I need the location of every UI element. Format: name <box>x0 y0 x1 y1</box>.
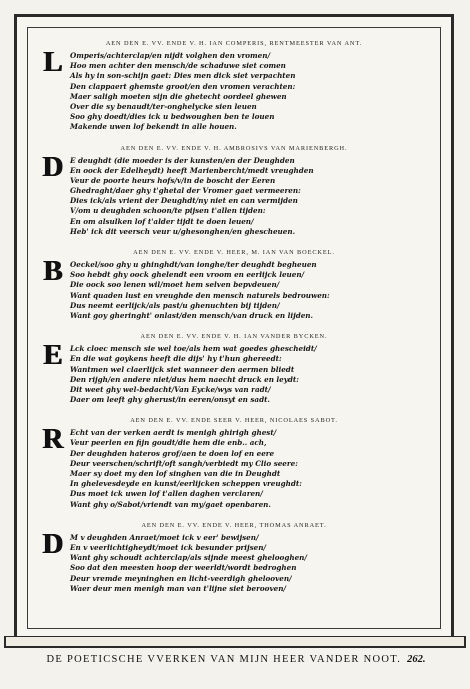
dedication-heading: AEN DEN E. VV. ENDE SEER V. HEER, NICOLAES SABOT. <box>130 417 338 425</box>
poem-body <box>34 339 434 405</box>
verse-line: Want quaden lust en vreughde den mensch naturels bedrouwen: <box>70 290 330 300</box>
verse-line: Maer saligh moeten sijn die ghetecht oordeel ghewen <box>70 91 287 101</box>
poem-body <box>34 150 434 238</box>
drop-cap-initial: L <box>43 46 63 78</box>
poem-body <box>34 46 434 133</box>
verse-line: Deur vremde meyninghen en licht-veerdigh ghelooven/ <box>70 573 292 583</box>
drop-cap-initial: B <box>43 255 63 287</box>
verse-line: En om alsulken lof t'alder tijdt te doen leuen/ <box>70 216 254 226</box>
drop-cap-initial: R <box>42 423 64 456</box>
dedication-heading: AEN DEN E. VV. ENDE V. H. IAN VANDER BYCKEN. <box>140 333 328 341</box>
verse-line: Heb' ick dit veersch veur u/ghesonghen/en ghescheuen. <box>70 226 296 236</box>
dedication-heading: AEN DEN E. VV. ENDE V. HEER, M. IAN VAN BOECKEL. <box>133 249 335 256</box>
poem <box>34 150 434 238</box>
verse-line: Want ghy o/Sabot/vriendt van my/gaet openbaren. <box>70 499 271 509</box>
verse-line: Die oock soo lenen wil/moet hem selven bepvdeuen/ <box>70 280 280 290</box>
poem <box>34 339 434 405</box>
poem <box>34 255 434 321</box>
verse-line: Over die sy benaudt/ter-onghelycke sien leuen <box>70 101 257 111</box>
verse-line: En oock der Edelheydt) heeft Marienbercht/medt vreughden <box>70 165 314 175</box>
running-footer <box>8 654 464 665</box>
verse-line: En die wat goykens heeft die dijs' hy t'hun ghereedt: <box>70 354 282 364</box>
verse-line: Soo dat den meesten hoop der weerldt/wordt bedroghen <box>70 563 297 573</box>
verse-line: Want goy gheringht' onlast/den mensch/van druck en lijden. <box>70 310 314 320</box>
verse-line: Veur peerlen en fijn goudt/die hem die enb.. ach, <box>70 438 267 448</box>
verse-line: Maer sy doet my den lof singhen van die in Deughdt <box>70 469 281 478</box>
verse-line: Waer deur men menigh man van t'lijne siet berooven/ <box>70 583 287 593</box>
verse-line: Daer om leeft ghy gherust/in eeren/onsyt en sadt. <box>70 395 270 405</box>
drop-cap-initial: E <box>43 339 63 372</box>
verse-line: Echt van der verken aerdt is menigh ghirigh ghest/ <box>70 428 277 438</box>
verse-line: Dus neemt eerlijck/als past/u ghenuchten bij tijden/ <box>70 300 280 310</box>
border-pedestal <box>4 636 466 648</box>
verse-line: Lck cloec mensch sie wel toe/als hem wat goedes ghescheidt/ <box>70 344 317 354</box>
verse-line: Dit weet ghy wel-bedacht/Van Eycke/wys van radt/ <box>70 384 271 394</box>
verse-line: E deughdt (die moeder is der kunsten/en der Deughden <box>70 155 295 165</box>
verse-line: In ghelevesdeyde en kunst/eerlijcken scheppen vreughdt: <box>70 479 302 489</box>
drop-cap-initial: D <box>42 527 64 560</box>
verse-line: Den clappaert ghemste groot/en den vromen verachten: <box>70 81 296 91</box>
page-number: 262. <box>407 654 426 665</box>
book-title: DE POETICSCHE VVERKEN VAN MIJN HEER VANDER NOOT. <box>46 654 402 665</box>
verse-line: Wantmen wel claerlijck siet wanneer den aermen bliedt <box>70 364 295 374</box>
poem-body <box>34 255 434 321</box>
dedication-heading: AEN DEN E. VV. ENDE V. H. AMBROSIVS VAN MARIENBERGH. <box>120 144 348 152</box>
poem-body <box>34 527 434 594</box>
verse-line: Want ghy schoudt achterclap/als sijnde meest ghelooghen/ <box>70 553 308 563</box>
verse-line: Dies ick/als vrient der Deughdt/ny niet en can vermijden <box>70 196 298 206</box>
verse-line: Der deughden hateros grof/aen te doen lof en eere <box>70 448 275 458</box>
poem <box>34 527 434 594</box>
dedication-heading: AEN DEN E. VV. ENDE V. HEER, THOMAS ANRAET. <box>141 521 327 529</box>
drop-cap-initial: D <box>42 150 64 183</box>
verse-line: En v veerlichtigheydt/moet ick besunder prijsen/ <box>70 542 267 552</box>
poems-container <box>34 40 434 606</box>
verse-line: Soo hebdt ghy oock ghelendt een vroom en eerlijck leuen/ <box>70 270 305 280</box>
verse-line: Dus moet ick uwen lof t'allen daghen verclaren/ <box>70 489 263 499</box>
poem <box>34 423 434 510</box>
verse-line: Ghedraght/daer ghy t'ghetal der Vromer gaet vermeeren: <box>70 186 301 196</box>
verse-line: V/om u deughden schoon/te pijsen t'allen tijden: <box>70 206 266 216</box>
verse-line: M v deughden Anraet/moet ick v eer' bewijsen/ <box>70 532 259 542</box>
dedication-heading: AEN DEN E. VV. ENDE V. H. IAN COMPERIS, RENTMEESTER VAN ANT. <box>105 40 363 47</box>
poem-body <box>34 423 434 510</box>
verse-line: Makende uwen lof bekendt in alle houen. <box>70 122 237 132</box>
verse-line: Als hy in son-schijn gaet: Dies men dick siet verpachten <box>70 71 296 81</box>
verse-line: Soo ghy doedt/dies ick u bedwoughen ben te louen <box>70 112 275 122</box>
verse-line: Oeckel/soo ghy u ghinghdt/van ionghe/ter deughdt begheuen <box>70 260 317 269</box>
verse-line: Den rijgh/en andere niet/dus hem naecht druck en leydt: <box>70 374 299 384</box>
verse-line: Deur veerschen/schrift/oft sangh/verbiedt my Clio seere: <box>70 458 298 468</box>
verse-line: Veur de poorte heurs hofs/v/in de boscht der Eeren <box>70 175 276 185</box>
verse-line: Hoo men achter den mensch/de schaduwe siet comen <box>70 61 286 71</box>
poem <box>34 46 434 133</box>
verse-line: Omperis/achterclap/en nijdt volghen den vromen/ <box>70 51 271 60</box>
